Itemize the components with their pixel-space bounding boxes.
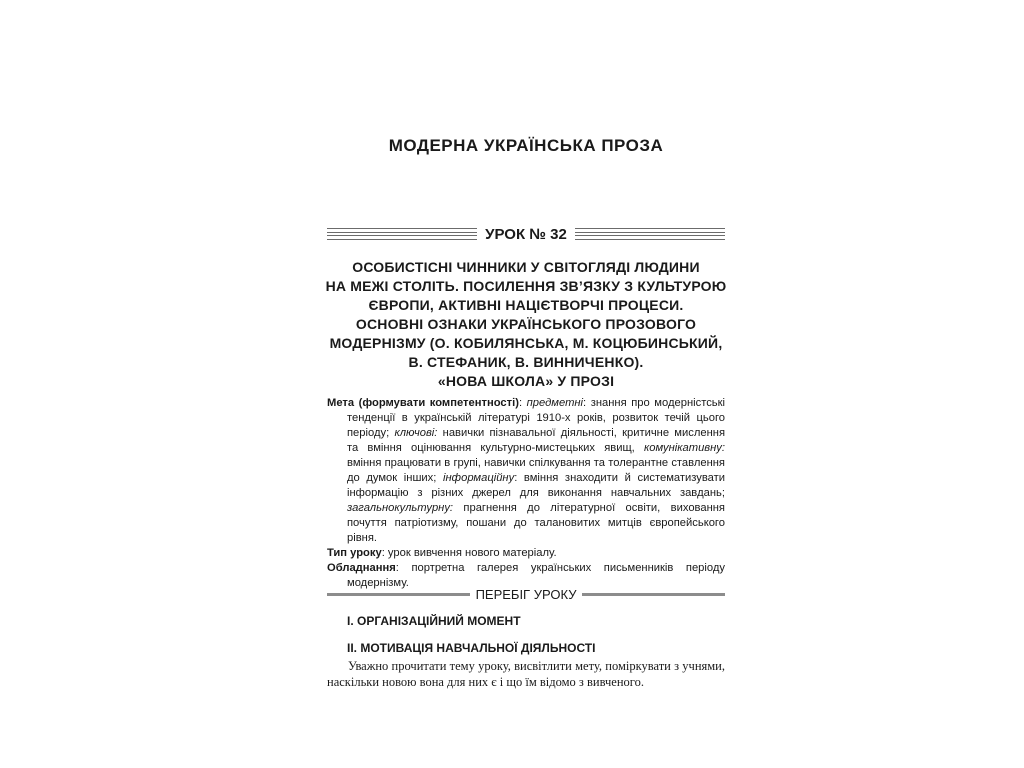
goal-label: Мета (формувати компетентності) [327,397,519,409]
lesson-number-bar [327,224,725,244]
lesson-title-line: ЄВРОПИ, АКТИВНІ НАЦІЄТВОРЧІ ПРОЦЕСИ. [368,297,684,313]
lesson-course-label: ПЕРЕБІГ УРОКУ [475,586,577,602]
course-left-rule [327,593,470,596]
cultural-competence-text: прагнення до літературної освіти, виховання почуття патріотизму, пошани до талановитих митців європейського рівня. [347,502,725,544]
equipment-text: : портретна галерея українських письменників періоду модернізму. [347,562,725,589]
equipment-label: Обладнання [327,562,396,574]
information-competence-label: інформаційну [443,472,515,484]
communicative-competence-text: вміння працювати в групі, навички спілкування та толерантне ставлення до думок інших; [347,457,725,484]
lesson-type-label: Тип уроку [327,547,382,559]
lesson-course-bar [327,585,725,603]
lesson-type-text: : урок вивчення нового матеріалу. [381,547,557,559]
lesson-title-line: ОСОБИСТІСНІ ЧИННИКИ У СВІТОГЛЯДІ ЛЮДИНИ [352,259,700,275]
subject-competence-label: предметні [526,397,584,409]
communicative-competence-label: комунікативну: [643,442,725,454]
goal-paragraph: Мета (формувати компетентності): предметні: знання про модерністські тенденції в українській літературі 1910-х років, розвиток течій цього періоду; ключові: навички пізнавальної діяльності, критичне мислення та вміння оцінювання культурно-мистецьких явищ, комунікативну: вміння працювати в групі, навички спілкування та толерантне ставлення до думок інших; інформаційну: вміння знаходити й систематизувати інформацію з різних джерел для виконання навчальних завдань; загальнокультурну: прагнення до літературної освіти, виховання почуття патріотизму, пошани до талановитих митців європейського рівня. [327,397,725,544]
key-competence-text: навички пізнавальної діяльності, критичне мислення та вміння оцінювання культурно-мистецьких явищ, [347,427,725,454]
left-decorative-rule [327,228,477,240]
lesson-type-paragraph [327,546,725,561]
lesson-title [318,258,734,391]
subject-competence-text: : знання про модерністські тенденції в українській літературі 1910-х років, розвиток течій цього періоду; [347,397,725,439]
section-title: МОДЕРНА УКРАЇНСЬКА ПРОЗА [388,136,664,155]
course-right-rule [582,593,725,596]
key-competence-label: ключові: [394,427,438,439]
lesson-title-line: «НОВА ШКОЛА» У ПРОЗІ [437,373,615,389]
lesson-info [327,396,725,591]
lesson-title-line: МОДЕРНІЗМУ (О. КОБИЛЯНСЬКА, М. КОЦЮБИНСЬКИЙ, [329,335,723,351]
lesson-title-line: ОСНОВНІ ОЗНАКИ УКРАЇНСЬКОГО ПРОЗОВОГО [355,316,697,332]
motivation-heading: ІІ. МОТИВАЦІЯ НАВЧАЛЬНОЇ ДІЯЛЬНОСТІ [347,641,596,655]
lesson-title-line: В. СТЕФАНИК, В. ВИННИЧЕНКО). [408,354,644,370]
lesson-number: УРОК № 32 [485,225,567,243]
organizational-moment-heading: І. ОРГАНІЗАЦІЙНИЙ МОМЕНТ [347,614,521,628]
motivation-paragraph: Уважно прочитати тему уроку, висвітлити мету, поміркувати з учнями, наскільки новою вона для них є і що їм відомо з вивченого. [327,659,725,689]
right-decorative-rule [575,228,725,240]
lesson-title-line: НА МЕЖІ СТОЛІТЬ. ПОСИЛЕННЯ ЗВ’ЯЗКУ З КУЛЬТУРОЮ [325,278,727,294]
cultural-competence-label: загальнокультурну: [347,502,454,514]
information-competence-text: : вміння знаходити й систематизувати інформацію з різних джерел для виконання навчальних завдань; [347,472,725,499]
